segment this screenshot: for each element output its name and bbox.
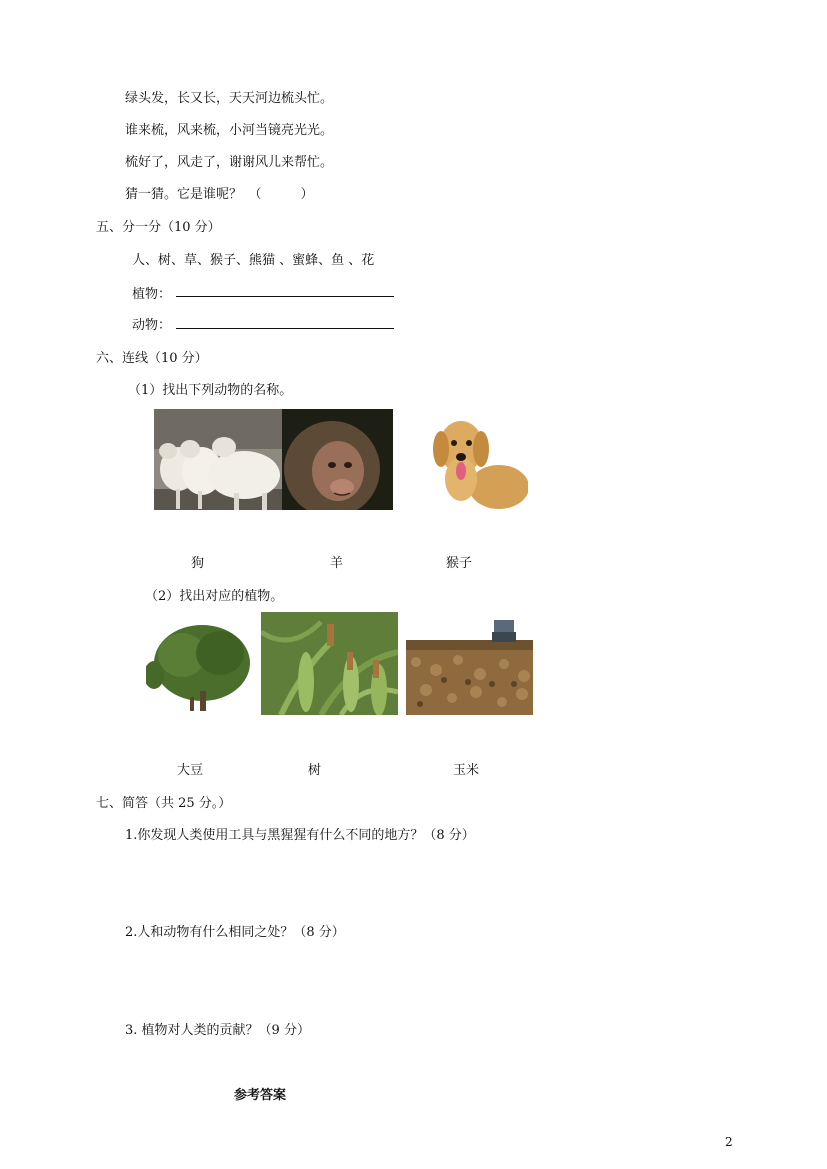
plants-answer-line[interactable] (176, 296, 394, 297)
section5-title: 五、分一分（10 分） (96, 220, 221, 235)
monkey-image (282, 409, 393, 510)
animal-label-sheep[interactable]: 羊 (330, 556, 344, 571)
corn-image (261, 612, 398, 715)
soybean-field-image (406, 618, 533, 715)
section6-title: 六、连线（10 分） (96, 351, 208, 366)
plant-label-corn[interactable]: 玉米 (453, 763, 480, 778)
question-2: 2.人和动物有什么相同之处？（8 分） (125, 925, 345, 940)
part1-prompt: （1）找出下列动物的名称。 (128, 383, 293, 398)
riddle-line-2: 谁来梳，风来梳，小河当镜亮光光。 (125, 123, 334, 138)
riddle-line-1: 绿头发，长又长，天天河边梳头忙。 (125, 91, 334, 106)
sheep-image (154, 409, 282, 510)
section5-items: 人、树、草、猴子、熊猫 、蜜蜂、鱼 、花 (132, 253, 375, 268)
question-3: 3. 植物对人类的贡献？（9 分） (125, 1023, 310, 1038)
section7-title: 七、简答（共 25 分。） (96, 796, 232, 811)
animal-label-monkey[interactable]: 猴子 (446, 556, 473, 571)
dog-image (427, 409, 528, 510)
riddle-line-3: 梳好了，风走了，谢谢风儿来帮忙。 (125, 155, 334, 170)
question-1: 1.你发现人类使用工具与黑猩猩有什么不同的地方？（8 分） (125, 828, 475, 843)
plants-label: 植物： (132, 287, 172, 302)
animal-label-dog[interactable]: 狗 (191, 556, 205, 571)
tree-image (146, 613, 253, 714)
page-number: 2 (725, 1135, 733, 1149)
plant-label-soybean[interactable]: 大豆 (177, 763, 204, 778)
animals-answer-line[interactable] (176, 328, 394, 329)
answer-heading: 参考答案 (234, 1088, 287, 1103)
part2-prompt: （2）找出对应的植物。 (145, 589, 284, 604)
riddle-question: 猜一猜。它是谁呢？ （ ） (125, 187, 314, 202)
animals-label: 动物： (132, 318, 172, 333)
plant-label-tree[interactable]: 树 (308, 763, 322, 778)
